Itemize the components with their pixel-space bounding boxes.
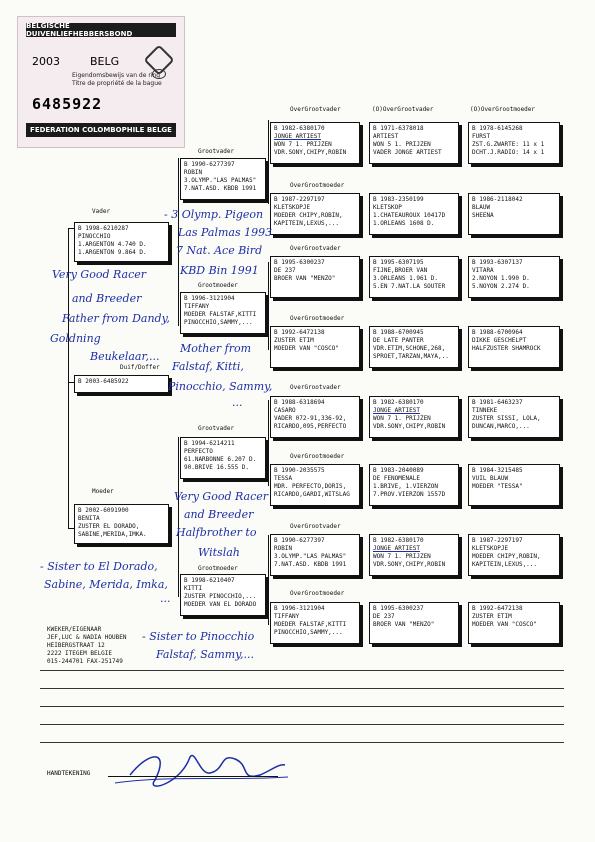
- owner-city: 2222 ITEGEM BELGIE: [47, 650, 113, 657]
- ring-bottom-label: FEDERATION COLOMBOPHILE BELGE: [26, 123, 176, 137]
- handwritten-note: 7 Nat. Ace Bird: [176, 244, 263, 257]
- handwritten-note: - Sister to El Dorado,: [40, 560, 158, 573]
- box-line: RICARDO,095,PERFECTO: [274, 423, 347, 430]
- ring-ownership-fr: Titre de propriété de la bague: [72, 80, 162, 87]
- box-line: MOEDER FALSTAF,KITTI: [274, 621, 347, 628]
- owner-block: [47, 626, 126, 666]
- box-ring: B 1996-3121904: [274, 605, 325, 612]
- header-overgrootvader: OverGrootvader: [290, 106, 341, 113]
- handwritten-note: Pinocchio, Sammy,: [168, 380, 273, 393]
- box-name: PERFECTO: [184, 448, 213, 455]
- box-line: DUNCAN,MARCO,...: [472, 423, 530, 430]
- box-ring: B 1998-6210407: [184, 577, 235, 584]
- box-name: KLETSKOP: [373, 204, 402, 211]
- box-ring: B 1988-6700964: [472, 329, 523, 336]
- handwritten-note: Father from Dandy,: [62, 312, 170, 325]
- box-line: VDR.SONY,CHIPY,ROBIN: [373, 561, 446, 568]
- box-line: MOEDER CHIPY,ROBIN,: [274, 212, 343, 219]
- box-line: WON 7 1. PRIJZEN: [274, 141, 332, 148]
- pedigree-box-grootmoeder-2: [180, 574, 266, 616]
- handwritten-note: and Breeder: [72, 292, 142, 305]
- ring-country: BELG: [90, 55, 120, 68]
- box-line: 1.BRIVE, 1.VIERZON: [373, 483, 439, 490]
- box-ring: B 1978-6145268: [472, 125, 523, 132]
- box-name: ROBIN: [274, 545, 293, 552]
- tree-connector: [268, 120, 269, 204]
- box-line: 1.ARGENTON 9.864 D.: [78, 249, 147, 256]
- box-ring: B 1982-6380170: [274, 125, 325, 132]
- pedigree-box-d6: [468, 464, 560, 506]
- owner-phone: 015-244701 FAX-251749: [47, 658, 123, 665]
- pedigree-box-c8: [369, 602, 459, 644]
- pedigree-box-c4: [369, 326, 459, 368]
- box-ring: B 1971-6378018: [373, 125, 424, 132]
- pedigree-box-og4: [270, 534, 360, 576]
- box-name: BLAUW: [472, 204, 491, 211]
- header-grootmoeder: Grootmoeder: [198, 282, 238, 289]
- box-ring: B 1987-2297197: [472, 537, 523, 544]
- box-ring: B 1994-6214211: [184, 440, 235, 447]
- box-name: VUIL BLAUW: [472, 475, 509, 482]
- handwritten-note: and Breeder: [184, 508, 254, 521]
- pedigree-box-c3: [369, 256, 459, 298]
- header-overgrootmoeder-3: OverGrootmoeder: [290, 453, 345, 460]
- box-line: VDR.SONY,CHIPY,ROBIN: [373, 423, 446, 430]
- handwritten-note: Very Good Racer: [174, 490, 269, 503]
- header-overgrootmoeder-2: OverGrootmoeder: [290, 315, 345, 322]
- box-ring: B 1984-3215485: [472, 467, 523, 474]
- pedigree-box-ogm4: [270, 602, 360, 644]
- box-ring: B 1995-6300237: [373, 605, 424, 612]
- box-name: CASARO: [274, 407, 296, 414]
- box-name: KLETSKOPJE: [274, 204, 311, 211]
- box-ring: B 1988-6700945: [373, 329, 424, 336]
- box-line: MOEDER VAN "COSCO": [472, 621, 538, 628]
- ring-year: 2003: [32, 55, 60, 68]
- box-line: ZST.G.ZWARTE: 11 x 1: [472, 141, 545, 148]
- tree-connector: [268, 535, 269, 625]
- box-line: 3.ORLEANS 1.961 D.: [373, 275, 439, 282]
- box-line: PINOCCHIO,SAMMY,...: [184, 319, 253, 326]
- box-line: 3.OLYMP."LAS PALMAS": [274, 553, 347, 560]
- box-ring: B 1987-2297197: [274, 196, 325, 203]
- signature-icon: [110, 745, 290, 795]
- pedigree-box-ogm3: [270, 464, 360, 506]
- box-line: VADER JONGE ARTIEST: [373, 149, 442, 156]
- box-name: PINOCCHIO: [78, 233, 111, 240]
- box-ring: B 1996-3121904: [184, 295, 235, 302]
- box-line: 5.EN 7.NAT.LA SOUTER: [373, 283, 446, 290]
- box-name: TESSA: [274, 475, 293, 482]
- pedigree-box-grootvader-2: [180, 437, 266, 479]
- ring-certificate: [17, 16, 185, 148]
- handwritten-note: ...: [232, 396, 243, 409]
- pedigree-box-og1: [270, 122, 360, 164]
- handwritten-note: Falstaf, Kitti,: [172, 360, 244, 373]
- pedigree-box-vader: [74, 222, 169, 262]
- pedigree-box-d4: [468, 326, 560, 368]
- pedigree-box-d5: [468, 396, 560, 438]
- box-line: RICARDO,GARDI,WITSLAG: [274, 491, 350, 498]
- header-grootmoeder-2: Grootmoeder: [198, 565, 238, 572]
- note-line: [40, 688, 564, 689]
- box-line: PINOCCHIO,SAMMY,...: [274, 629, 343, 636]
- box-line: WON 5 1. PRIJZEN: [373, 141, 431, 148]
- box-line: BROER VAN "MENZO": [373, 621, 435, 628]
- pedigree-box-subject: [74, 375, 169, 393]
- box-ring: B 1992-6472138: [274, 329, 325, 336]
- pedigree-box-ogm1: [270, 193, 360, 235]
- box-ring: B 1995-6300237: [274, 259, 325, 266]
- handwritten-note: Very Good Racer: [52, 268, 147, 281]
- box-ring: B 1993-6307137: [472, 259, 523, 266]
- header-overgrootmoeder-4: OverGrootmoeder: [290, 590, 345, 597]
- note-line: [40, 706, 564, 707]
- box-line: 1.CHATEAUROUX 10417D: [373, 212, 446, 219]
- box-ring: B 1998-6210287: [78, 225, 129, 232]
- box-line: DCHT.J.RADIO: 14 x 1: [472, 149, 545, 156]
- ring-top-label: BELGISCHE DUIVENLIEFHEBBERSBOND: [26, 23, 176, 37]
- note-line: [40, 742, 564, 743]
- box-ring: B 1982-6380170: [373, 399, 424, 406]
- box-line: VDR.SONY,CHIPY,ROBIN: [274, 149, 347, 156]
- box-line: MOEDER VAN EL DORADO: [184, 601, 257, 608]
- pedigree-box-c1: [369, 122, 459, 164]
- pedigree-box-c5: [369, 396, 459, 438]
- pedigree-box-grootmoeder-1: [180, 292, 266, 334]
- box-line: MOEDER CHIPY,ROBIN,: [472, 553, 541, 560]
- header-grootvader-2: Grootvader: [198, 425, 235, 432]
- pedigree-box-d7: [468, 534, 560, 576]
- box-name: KLETSKOPJE: [472, 545, 509, 552]
- handwritten-note: KBD Bin 1991: [180, 264, 259, 277]
- box-ring: B 1990-2035575: [274, 467, 325, 474]
- handwritten-note: Halfbrother to: [176, 526, 257, 539]
- handwritten-note: - Sister to Pinocchio: [142, 630, 255, 643]
- box-line: 1.ORLEANS 1608 D.: [373, 220, 435, 227]
- note-line: [40, 670, 564, 671]
- header-overgrootmoeder: OverGrootmoeder: [290, 182, 345, 189]
- header-overgrootvader-4: OverGrootvader: [290, 523, 341, 530]
- box-line: 61.NARBONNE 6.207 D.: [184, 456, 257, 463]
- box-name: TIFFANY: [184, 303, 210, 310]
- owner-name: JEF,LUC & NADIA HOUBEN: [47, 634, 127, 641]
- box-line: MOEDER "TESSA": [472, 483, 523, 490]
- box-ring: B 1992-6472138: [472, 605, 523, 612]
- box-ring: B 1983-2040089: [373, 467, 424, 474]
- pedigree-box-d8: [468, 602, 560, 644]
- box-name: JONGE ARTIEST: [274, 133, 321, 140]
- handwritten-note: Sabine, Merida, Imka,: [44, 578, 168, 591]
- box-name: KITTI: [184, 585, 203, 592]
- box-line: 7.NAT.ASD. KBDB 1991: [184, 185, 257, 192]
- box-line: 1.ARGENTON 4.740 D.: [78, 241, 147, 248]
- box-line: ZUSTER PINOCCHIO,...: [184, 593, 257, 600]
- box-line: SABINE,MERIDA,IMKA.: [78, 531, 147, 538]
- box-name: DIKKE GESCHELPT: [472, 337, 527, 344]
- box-line: VDR.ETIM,SCHONE,268,: [373, 345, 446, 352]
- box-ring: B 1982-6380170: [373, 537, 424, 544]
- box-line: BROER VAN "MENZO": [274, 275, 336, 282]
- pedigree-box-d1: [468, 122, 560, 164]
- tree-connector: [268, 400, 269, 486]
- box-line: HALFZUSTER SHAMROCK: [472, 345, 541, 352]
- pedigree-box-c2: [369, 193, 459, 235]
- box-name: VITARA: [472, 267, 494, 274]
- handwritten-note: Witslah: [198, 546, 240, 559]
- box-name: ROBIN: [184, 169, 203, 176]
- box-line: 3.OLYMP."LAS PALMAS": [184, 177, 257, 184]
- box-name: FIJNE,BROER VAN: [373, 267, 428, 274]
- box-ring: B 1983-2350199: [373, 196, 424, 203]
- header-duif-doffer: Duif/Doffer: [120, 364, 160, 371]
- owner-street: HEIBERGSTRAAT 12: [47, 642, 105, 649]
- box-line: ZUSTER EL DORADO,: [78, 523, 140, 530]
- pedigree-box-og3: [270, 396, 360, 438]
- owner-label: KWEKER/EIGENAAR: [47, 626, 102, 633]
- pedigree-box-d2: [468, 193, 560, 235]
- tree-connector: [178, 158, 179, 326]
- box-line: 5.NOYON 2.274 D.: [472, 283, 530, 290]
- box-name: JONGE ARTIEST: [373, 545, 420, 552]
- handwritten-note: - 3 Olymp. Pigeon: [164, 208, 264, 221]
- box-line: ZUSTER SISSI, LOLA,: [472, 415, 541, 422]
- note-line: [40, 724, 564, 725]
- box-ring: B 1995-6307195: [373, 259, 424, 266]
- tree-connector: [178, 437, 179, 597]
- box-name: DE 237: [274, 267, 296, 274]
- box-ring: B 1981-6463237: [472, 399, 523, 406]
- ring-ownership-nl: Eigendomsbewijs van de ring: [72, 72, 161, 79]
- tree-connector: [268, 262, 269, 350]
- box-line: WON 7 1. PRIJZEN: [373, 415, 431, 422]
- box-line: MDR. PERFECTO,DORIS,: [274, 483, 347, 490]
- box-name: DE FENOMENALE: [373, 475, 420, 482]
- ring-number: 6485922: [32, 95, 103, 113]
- pedigree-box-og2: [270, 256, 360, 298]
- box-line: 2.NOYON 1.990 D.: [472, 275, 530, 282]
- box-line: WON 7 1. PRIJZEN: [373, 553, 431, 560]
- box-ring: B 1986-2118042: [472, 196, 523, 203]
- header-vader: Vader: [92, 208, 111, 215]
- box-name: BENITA: [78, 515, 100, 522]
- box-name: TINNEKE: [472, 407, 498, 414]
- pedigree-box-grootvader-1: [180, 158, 266, 200]
- signature-label: HANDTEKENING: [47, 770, 91, 777]
- box-line: KAPITEIN,LEXUS,...: [472, 561, 538, 568]
- box-name: JONGE ARTIEST: [373, 407, 420, 414]
- box-line: 7.NAT.ASD. KBDB 1991: [274, 561, 347, 568]
- box-line: SPROET,TARZAN,MAYA,..: [373, 353, 449, 360]
- box-ring: B 2002-6091900: [78, 507, 129, 514]
- pedigree-box-c6: [369, 464, 459, 506]
- handwritten-note: Goldning: [50, 332, 101, 345]
- header-grootvader: Grootvader: [198, 148, 235, 155]
- box-line: VADER 072-91,336-92,: [274, 415, 347, 422]
- handwritten-note: Las Palmas 1993: [178, 226, 273, 239]
- header-o-overgrootvader: (O)OverGrootvader: [372, 106, 434, 113]
- handwritten-note: Falstaf, Sammy,...: [156, 648, 254, 661]
- box-name: ZUSTER ETIM: [472, 613, 512, 620]
- box-name: FURST: [472, 133, 491, 140]
- box-name: DE 237: [373, 613, 395, 620]
- box-line: MOEDER FALSTAF,KITTI: [184, 311, 257, 318]
- handwritten-note: ...: [160, 592, 171, 605]
- box-name: DE LATE PANTER: [373, 337, 424, 344]
- header-overgrootvader-2: OverGrootvader: [290, 245, 341, 252]
- header-moeder: Moeder: [92, 488, 114, 495]
- box-ring: B 2003-6485922: [78, 378, 129, 385]
- header-o-overgrootmoeder: (O)OverGrootmoeder: [470, 106, 536, 113]
- box-ring: B 1990-6277397: [184, 161, 235, 168]
- pedigree-box-c7: [369, 534, 459, 576]
- pedigree-box-d3: [468, 256, 560, 298]
- box-name: ZUSTER ETIM: [274, 337, 314, 344]
- box-line: KAPITEIN,LEXUS,...: [274, 220, 340, 227]
- handwritten-note: Beukelaar,...: [90, 350, 160, 363]
- box-name: ARTIEST: [373, 133, 399, 140]
- box-ring: B 1990-6277397: [274, 537, 325, 544]
- box-line: MOEDER VAN "COSCO": [274, 345, 340, 352]
- signature-line: [108, 776, 278, 777]
- box-line: SHEENA: [472, 212, 494, 219]
- pedigree-box-ogm2: [270, 326, 360, 368]
- box-ring: B 1988-6318694: [274, 399, 325, 406]
- box-line: 90.BRIVE 16.555 D.: [184, 464, 250, 471]
- header-overgrootvader-3: OverGrootvader: [290, 384, 341, 391]
- box-line: 7.PROV.VIERZON 1557D: [373, 491, 446, 498]
- handwritten-note: Mother from: [180, 342, 252, 355]
- pedigree-box-moeder: [74, 504, 169, 544]
- box-name: TIFFANY: [274, 613, 300, 620]
